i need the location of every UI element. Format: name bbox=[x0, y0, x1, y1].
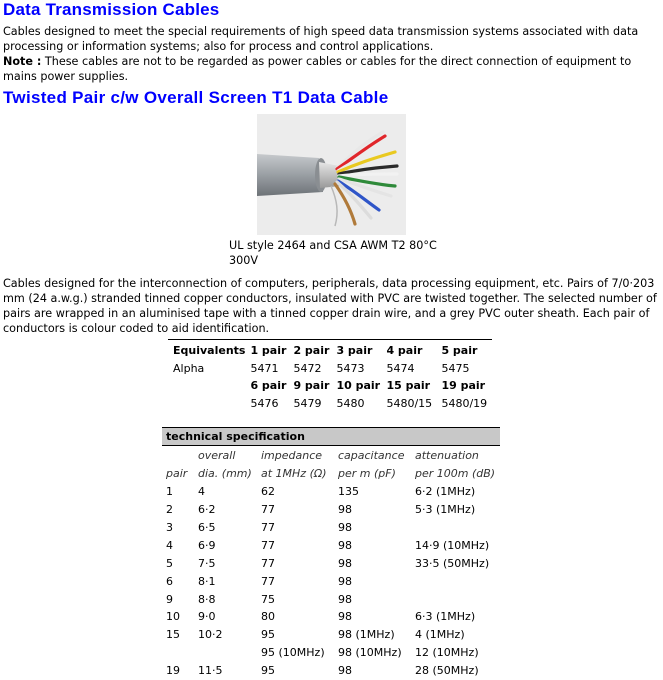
description-paragraph: Cables designed for the interconnection of computers, peripherals, data processing equipment, etc. Pairs of 7/0·203 mm (24 a.w.g.) stranded tinned copper conductors, insulated with PVC are twisted together. The selected number of pairs are wrapped in an aluminised tape with a tinned copper drain wire, and a grey PVC outer sheath. Each pair of conductors is colour coded to aid identification. bbox=[3, 277, 657, 335]
spec-cell: 98 bbox=[338, 610, 352, 624]
part-code: 5474 bbox=[386, 361, 415, 375]
intro-paragraph: Cables designed to meet the special requirements of high speed data transmission systems associated with data processing or information systems; also for process and control applications. bbox=[3, 25, 639, 53]
spec-cell: 77 bbox=[261, 574, 275, 588]
spec-cell bbox=[411, 519, 495, 537]
spec-cell: 33·5 (50MHz) bbox=[415, 556, 490, 570]
part-code: 5471 bbox=[250, 361, 279, 375]
spec-cell: 9·0 bbox=[198, 610, 216, 624]
spec-cell: 9 bbox=[166, 592, 173, 606]
spec-cell: 5 bbox=[166, 556, 173, 570]
pair-count: 19 pair bbox=[441, 379, 486, 393]
equivalents-header-row bbox=[168, 377, 487, 395]
spec-cell: 10·2 bbox=[198, 628, 223, 642]
part-code: 5479 bbox=[293, 397, 322, 411]
spec-cell: 6 bbox=[166, 574, 173, 588]
note-paragraph bbox=[3, 54, 659, 84]
spec-cell bbox=[194, 644, 257, 662]
spec-cell: 95 bbox=[261, 664, 275, 678]
spec-header-cell: impedance bbox=[261, 449, 323, 463]
technical-specification-table bbox=[162, 427, 500, 680]
page-title: Data Transmission Cables bbox=[3, 0, 220, 19]
spec-cell: 98 bbox=[338, 664, 352, 678]
spec-row bbox=[162, 644, 495, 662]
part-code: 5480/19 bbox=[441, 397, 488, 411]
note-label: Note : bbox=[3, 55, 42, 68]
spec-header-cell: per 100m (dB) bbox=[415, 467, 496, 481]
spec-header-row bbox=[162, 447, 495, 465]
spec-cell: 62 bbox=[261, 485, 275, 499]
spec-cell: 4 (1MHz) bbox=[415, 628, 465, 642]
part-code: 5480/15 bbox=[386, 397, 433, 411]
spec-cell: 6·9 bbox=[198, 538, 216, 552]
equivalents-code-row bbox=[168, 395, 487, 413]
equivalents-header-row bbox=[168, 342, 487, 360]
spec-cell: 95 bbox=[261, 628, 275, 642]
spec-cell: 8·1 bbox=[198, 574, 216, 588]
spec-cell: 14·9 (10MHz) bbox=[415, 538, 490, 552]
spec-cell: 7·5 bbox=[198, 556, 216, 570]
spec-cell: 75 bbox=[261, 592, 275, 606]
spec-row bbox=[162, 536, 495, 554]
spec-cell: 10 bbox=[166, 610, 180, 624]
pair-count: 2 pair bbox=[293, 344, 330, 358]
spec-row bbox=[162, 501, 495, 519]
spec-cell: 98 bbox=[338, 538, 352, 552]
spec-cell: 1 bbox=[166, 485, 173, 499]
pair-count: 6 pair bbox=[250, 379, 287, 393]
spec-cell: 98 (10MHz) bbox=[338, 646, 402, 660]
equivalents-code-row bbox=[168, 360, 487, 378]
equivalents-label: Equivalents bbox=[173, 344, 246, 358]
pair-count: 1 pair bbox=[250, 344, 287, 358]
brand-name: Alpha bbox=[173, 361, 205, 375]
spec-cell: 6·5 bbox=[198, 521, 216, 534]
spec-cell: 98 bbox=[338, 574, 352, 588]
spec-cell: 15 bbox=[166, 628, 180, 642]
spec-header-cell: capacitance bbox=[338, 449, 405, 463]
spec-cell bbox=[411, 590, 495, 608]
spec-cell: 4 bbox=[166, 538, 173, 552]
spec-title-bar: technical specification bbox=[162, 427, 500, 446]
spec-cell: 98 bbox=[338, 521, 352, 534]
equivalents-table bbox=[168, 339, 492, 412]
cable-rating-line2: 300V bbox=[229, 254, 259, 267]
spec-cell: 28 (50MHz) bbox=[415, 664, 479, 678]
spec-cell: 98 bbox=[338, 592, 352, 606]
spec-header-cell: overall bbox=[198, 449, 236, 463]
section-title: Twisted Pair c/w Overall Screen T1 Data Cable bbox=[3, 88, 389, 107]
spec-row bbox=[162, 626, 495, 644]
note-text: These cables are not to be regarded as power cables or cables for the direct connection of equipment to mains power supplies. bbox=[3, 55, 632, 83]
spec-header-row bbox=[162, 465, 495, 483]
spec-cell: 3 bbox=[166, 521, 173, 534]
spec-header-cell bbox=[162, 447, 194, 465]
spec-cell: 8·8 bbox=[198, 592, 216, 606]
spec-cell: 98 bbox=[338, 556, 352, 570]
pair-count: 5 pair bbox=[441, 344, 478, 358]
spec-cell: 5·3 (1MHz) bbox=[415, 503, 476, 517]
spec-cell: 2 bbox=[166, 503, 173, 517]
spec-cell: 80 bbox=[261, 610, 275, 624]
pair-count: 15 pair bbox=[386, 379, 431, 393]
spec-cell: 6·2 (1MHz) bbox=[415, 485, 476, 499]
part-code: 5475 bbox=[441, 361, 470, 375]
spec-row bbox=[162, 608, 495, 626]
cable-rating-line1: UL style 2464 and CSA AWM T2 80°C bbox=[229, 239, 437, 252]
spec-header-cell: at 1MHz (Ω) bbox=[261, 467, 327, 481]
spec-cell bbox=[162, 644, 194, 662]
spec-cell: 135 bbox=[338, 485, 359, 499]
spec-cell: 6·3 (1MHz) bbox=[415, 610, 476, 624]
spec-cell: 98 (1MHz) bbox=[338, 628, 395, 642]
pair-count: 4 pair bbox=[386, 344, 423, 358]
spec-row bbox=[162, 554, 495, 572]
spec-cell: 98 bbox=[338, 503, 352, 517]
pair-count: 10 pair bbox=[336, 379, 381, 393]
spec-cell: 95 (10MHz) bbox=[261, 646, 325, 660]
spec-header-cell: pair bbox=[166, 467, 188, 481]
spec-cell bbox=[411, 572, 495, 590]
spec-cell: 11·5 bbox=[198, 664, 223, 678]
spec-header-cell: per m (pF) bbox=[338, 467, 396, 481]
spec-cell: 77 bbox=[261, 503, 275, 517]
part-code: 5480 bbox=[336, 397, 365, 411]
part-code: 5472 bbox=[293, 361, 322, 375]
spec-cell: 12 (10MHz) bbox=[415, 646, 479, 660]
spec-cell: 4 bbox=[198, 485, 205, 499]
part-code: 5476 bbox=[250, 397, 279, 411]
spec-row bbox=[162, 519, 495, 537]
spec-row bbox=[162, 590, 495, 608]
spec-cell: 19 bbox=[166, 664, 180, 678]
pair-count: 3 pair bbox=[336, 344, 373, 358]
part-code: 5473 bbox=[336, 361, 365, 375]
spec-cell: 6·2 bbox=[198, 503, 216, 517]
spec-header-cell: attenuation bbox=[415, 449, 479, 463]
spec-cell: 77 bbox=[261, 538, 275, 552]
spec-row bbox=[162, 483, 495, 501]
spec-cell: 77 bbox=[261, 521, 275, 534]
spec-row bbox=[162, 572, 495, 590]
spec-cell: 77 bbox=[261, 556, 275, 570]
cable-photo bbox=[257, 114, 406, 235]
spec-header-cell: dia. (mm) bbox=[198, 467, 252, 481]
pair-count: 9 pair bbox=[293, 379, 330, 393]
